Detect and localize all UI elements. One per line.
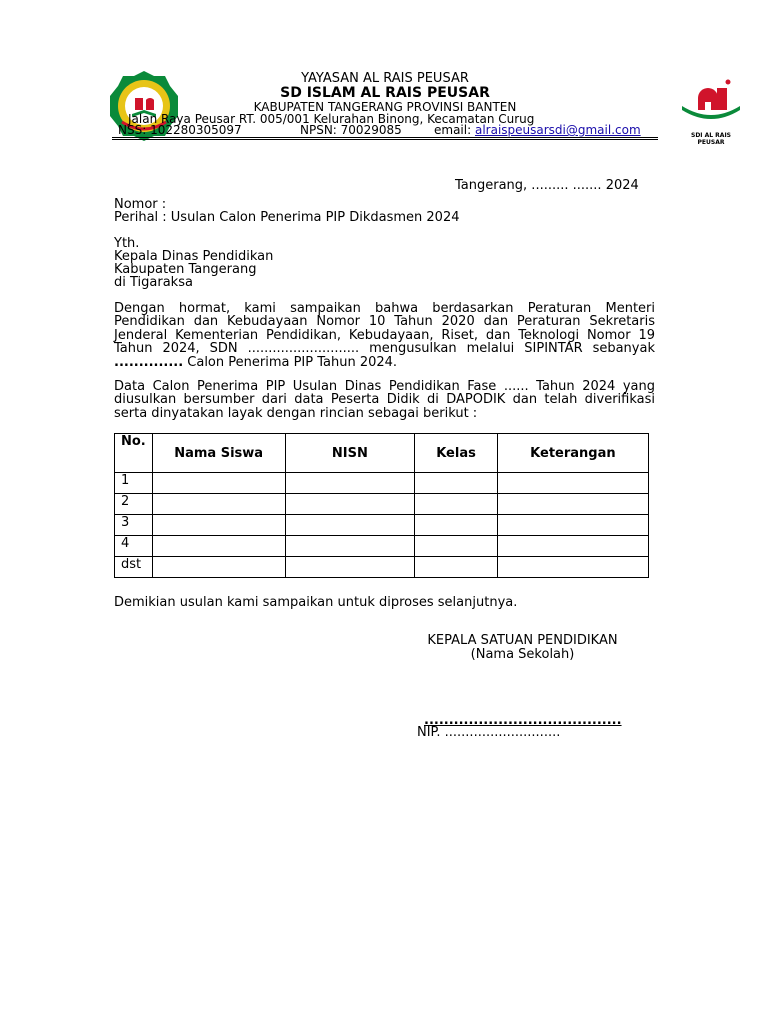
table-row	[115, 515, 649, 536]
school-email-row	[434, 123, 641, 137]
closing-sentence: Demikian usulan kami sampaikan untuk diproses selanjutnya.	[114, 595, 518, 610]
signature-school: (Nama Sekolah)	[470, 647, 575, 662]
school-name: SD ISLAM AL RAIS PEUSAR	[280, 85, 490, 101]
cell-class	[415, 494, 498, 515]
cell-name	[152, 515, 285, 536]
row-number: 4	[115, 536, 153, 557]
school-logo-text: SDI AL RAIS PEUSAR	[691, 132, 731, 146]
letter-subject: Perihal : Usulan Calon Penerima PIP Dikdasmen 2024	[114, 210, 460, 225]
col-header-notes: Keterangan	[497, 434, 648, 473]
recipient-greeting: Yth.	[114, 236, 140, 251]
quota-blank: ..............	[114, 354, 184, 370]
table-row	[115, 536, 649, 557]
row-number: 3	[115, 515, 153, 536]
table-row	[115, 473, 649, 494]
recipient-location: di Tigaraksa	[114, 275, 193, 290]
foundation-name: YAYASAN AL RAIS PEUSAR	[301, 71, 469, 86]
cell-nisn	[285, 473, 415, 494]
cell-nisn	[285, 494, 415, 515]
cell-notes	[497, 473, 648, 494]
school-region: KABUPATEN TANGERANG PROVINSI BANTEN	[253, 100, 517, 114]
school-logo	[680, 76, 742, 146]
school-address: Jalan Raya Peusar RT. 005/001 Kelurahan Binong, Kecamatan Curug	[128, 112, 535, 126]
table-header-row	[115, 434, 649, 473]
row-number: 2	[115, 494, 153, 515]
cell-class	[415, 536, 498, 557]
cell-notes	[497, 536, 648, 557]
signature-nip: NIP. ............................	[417, 725, 561, 740]
header-divider	[112, 137, 658, 138]
header-divider-thin	[112, 139, 658, 140]
place-date: Tangerang, ......... ....... 2024	[455, 178, 639, 193]
cell-name	[152, 473, 285, 494]
cell-name	[152, 557, 285, 578]
cell-notes	[497, 494, 648, 515]
recipient-office: Kepala Dinas Pendidikan	[114, 249, 274, 264]
col-header-name: Nama Siswa	[152, 434, 285, 473]
col-header-no: No.	[115, 434, 153, 473]
cell-nisn	[285, 536, 415, 557]
cell-notes	[497, 515, 648, 536]
school-nss: NSS: 102280305097	[118, 123, 242, 137]
col-header-nisn: NISN	[285, 434, 415, 473]
col-header-class: Kelas	[415, 434, 498, 473]
signature-title: KEPALA SATUAN PENDIDIKAN	[427, 633, 618, 648]
row-number: 1	[115, 473, 153, 494]
cell-name	[152, 536, 285, 557]
letter-number: Nomor :	[114, 197, 167, 212]
paragraph-intro-text: Dengan hormat, kami sampaikan bahwa berdasarkan Peraturan Menteri Pendidikan dan Kebudayaan Nomor 10 Tahun 2020 dan Peraturan Sekretaris Jenderal Kementerian Pendidikan, Kebudayaan, Riset, dan Teknologi Nomor 19 Tahun 2024, SDN ........................... mengusulkan melalui SIPINTAR sebanyak	[114, 301, 655, 357]
signature-name: ........................................	[424, 713, 622, 728]
email-link[interactable]: alraispeusarsdi@gmail.com	[474, 123, 641, 137]
cell-class	[415, 557, 498, 578]
table-row	[115, 557, 649, 578]
cell-class	[415, 473, 498, 494]
school-npsn: NPSN: 70029085	[300, 123, 402, 137]
paragraph-intro-end: Calon Penerima PIP Tahun 2024.	[183, 354, 398, 370]
table-row	[115, 494, 649, 515]
cell-class	[415, 515, 498, 536]
recipient-regency: Kabupaten Tangerang	[114, 262, 257, 277]
paragraph-intro	[114, 302, 655, 369]
cell-name	[152, 494, 285, 515]
row-number: dst	[115, 557, 153, 578]
cell-nisn	[285, 557, 415, 578]
cell-notes	[497, 557, 648, 578]
email-label: email:	[434, 123, 472, 137]
candidate-table	[114, 433, 649, 578]
cell-nisn	[285, 515, 415, 536]
paragraph-data: Data Calon Penerima PIP Usulan Dinas Pendidikan Fase ...... Tahun 2024 yang diusulkan bersumber dari data Peserta Didik di DAPODIK dan telah diverifikasi serta dinyatakan layak dengan rincian sebagai berikut :	[114, 379, 655, 421]
